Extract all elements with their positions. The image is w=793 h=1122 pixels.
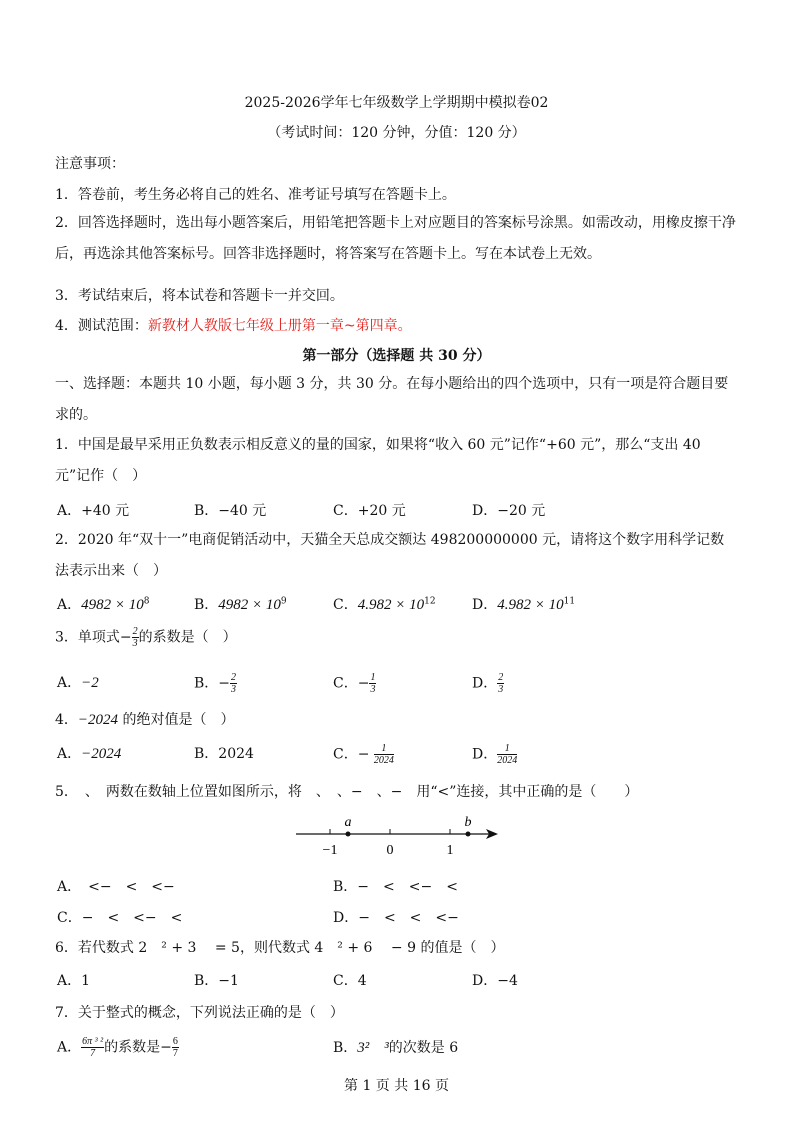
axis-point — [346, 832, 351, 837]
option-value: −2024 — [81, 746, 122, 762]
page-title: 2025-2026学年七年级数学上学期期中模拟卷02 — [244, 95, 549, 111]
q1-text: 1．中国是最早采用正负数表示相反意义的量的国家，如果将“收入 60 元”记作“+60 元”，那么“支出 40 元”记作（ ） — [55, 437, 701, 484]
option-value: 4.982 × 10 — [357, 597, 425, 613]
fraction — [369, 672, 376, 695]
option-label: C． — [333, 597, 358, 613]
q4-value: −2024 — [77, 712, 119, 728]
denominator: 3 — [370, 684, 376, 695]
option-value: 2024 — [218, 746, 254, 762]
axis-point-label: b — [464, 815, 472, 830]
numerator: 1 — [370, 672, 376, 683]
q5-option-a[interactable]: A． <− < <− — [57, 879, 175, 895]
q3-option-c[interactable] — [333, 672, 376, 695]
exponent: 12 — [424, 596, 436, 607]
q5-text: 5． 、 两数在数轴上位置如图所示，将 、 、− 、− 用“<”连接，其中正确的是（ ） — [55, 784, 639, 800]
option-label: D． — [472, 597, 498, 613]
minus-sign: − — [218, 675, 231, 692]
q1-option-a[interactable]: A．+40 元 — [57, 503, 130, 519]
q2-option-a[interactable] — [57, 594, 149, 614]
numerator: 2 — [498, 672, 504, 683]
numerator: 6π ³ ² — [82, 1036, 104, 1047]
option-value: 3² ³ — [357, 1040, 389, 1056]
denominator: 3 — [498, 684, 504, 695]
option-label: D． — [472, 746, 498, 763]
option-text: 的次数是 6 — [388, 1040, 459, 1056]
q3-text — [55, 626, 738, 649]
fraction — [374, 743, 394, 766]
fraction — [172, 1036, 179, 1059]
number-line — [290, 812, 510, 860]
q6-option-a[interactable]: A．1 — [57, 973, 91, 989]
q7-option-b[interactable] — [333, 1036, 458, 1057]
option-label: A． — [57, 597, 82, 613]
part1-heading: 第一部分（选择题 共 30 分） — [302, 348, 491, 364]
minus-sign: − — [357, 746, 370, 763]
q6-option-d[interactable]: D．−4 — [472, 973, 518, 989]
numerator: 6 — [172, 1036, 178, 1047]
q2-option-d[interactable] — [472, 594, 575, 614]
axis-point — [466, 832, 471, 837]
q5-option-d[interactable]: D．− < < <− — [333, 910, 459, 926]
page-footer: 第 1 页 共 16 页 — [344, 1078, 449, 1094]
fraction — [81, 1036, 104, 1059]
q7-text: 7．关于整式的概念，下列说法正确的是（ ） — [55, 1005, 344, 1021]
minus-sign: − — [357, 675, 370, 692]
q4-option-a[interactable] — [57, 743, 121, 763]
fraction — [497, 672, 504, 695]
option-label: C． — [333, 746, 358, 763]
q3-option-b[interactable] — [194, 672, 237, 695]
option-value: 4982 × 10 — [218, 597, 281, 613]
option-label: A． — [57, 675, 82, 691]
fraction — [230, 672, 237, 695]
note-4-label: 4．测试范围： — [55, 318, 148, 334]
option-value: 4982 × 10 — [81, 597, 144, 613]
q4-option-c[interactable] — [333, 743, 394, 766]
axis-tick-label: 1 — [446, 843, 454, 858]
denominator: 2024 — [497, 755, 518, 766]
option-label: C． — [333, 675, 358, 692]
option-label: B． — [194, 675, 219, 692]
note-3: 3．考试结束后，将本试卷和答题卡一并交回。 — [55, 288, 344, 304]
q3-suffix: 的系数是（ ） — [138, 629, 237, 646]
denominator: 3 — [132, 638, 138, 649]
q4-text — [55, 709, 738, 729]
option-value: 4.982 × 10 — [497, 597, 564, 613]
notes-heading: 注意事项： — [55, 156, 125, 172]
denominator: 3 — [231, 684, 237, 695]
q2-option-c[interactable] — [333, 594, 436, 614]
option-label: A． — [57, 746, 82, 762]
numerator: 1 — [497, 743, 517, 755]
option-label: B． — [333, 1040, 358, 1056]
q5-option-b[interactable]: B．− < <− < — [333, 879, 458, 895]
q4-option-d[interactable] — [472, 743, 517, 766]
denominator: 7 — [172, 1048, 178, 1059]
note-4-range: 新教材人教版七年级上册第一章~第四章。 — [147, 318, 412, 334]
q1-option-b[interactable]: B．−40 元 — [194, 503, 267, 519]
q6-text: 6．若代数式 2 ² + 3 = 5，则代数式 4 ² + 6 − 9 的值是（ ） — [55, 940, 505, 956]
option-label: A． — [57, 1039, 82, 1056]
axis-tick-label: −1 — [322, 843, 338, 858]
denominator: 7 — [90, 1048, 96, 1059]
q1-option-d[interactable]: D．−20 元 — [472, 503, 546, 519]
q4-option-b[interactable] — [194, 743, 254, 763]
axis-point-label: a — [344, 815, 352, 830]
exponent: 8 — [143, 596, 150, 607]
q3-prefix: 3．单项式− — [55, 629, 132, 646]
q4-suffix: 的绝对值是（ ） — [118, 712, 235, 728]
q2-text: 2．2020 年“双十一”电商促销活动中，天猫全天总成交额达 498200000000 元，请将这个数字用科学记数法表示出来（ ） — [55, 532, 725, 579]
note-4 — [55, 315, 738, 335]
note-2: 2．回答选择题时，选出每小题答案后，用铅笔把答题卡上对应题目的答案标号涂黑。如需改动，用橡皮擦干净后，再选涂其他答案标号。回答非选择题时，将答案写在答题卡上。写在本试卷上无效。 — [55, 215, 736, 262]
q1-option-c[interactable]: C．+20 元 — [333, 503, 406, 519]
note-1: 1．答卷前，考生务必将自己的姓名、准考证号填写在答题卡上。 — [55, 187, 456, 203]
option-value: −2 — [81, 675, 99, 691]
exponent: 9 — [280, 596, 287, 607]
option-label: B． — [194, 746, 219, 762]
section1-intro: 一、选择题：本题共 10 小题，每小题 3 分，共 30 分。在每小题给出的四个选项中，只有一项是符合题目要求的。 — [55, 376, 729, 423]
q4-prefix: 4． — [55, 712, 78, 728]
fraction — [497, 743, 517, 766]
q6-option-c[interactable]: C．4 — [333, 973, 367, 989]
option-label: B． — [194, 597, 219, 613]
page-subtitle: （考试时间：120 分钟，分值：120 分） — [267, 125, 526, 141]
q6-option-b[interactable]: B．−1 — [194, 973, 239, 989]
numerator: 1 — [374, 743, 394, 755]
q7-option-a[interactable] — [57, 1036, 179, 1059]
option-label: D． — [472, 675, 498, 692]
exponent: 11 — [563, 596, 576, 607]
fraction — [132, 626, 139, 649]
axis-tick-label: 0 — [386, 843, 394, 858]
numerator: 2 — [231, 672, 237, 683]
q2-option-b[interactable] — [194, 594, 287, 614]
q5-option-c[interactable]: C．− < <− < — [57, 910, 183, 926]
q3-option-a[interactable] — [57, 672, 99, 692]
q3-option-d[interactable] — [472, 672, 504, 695]
numerator: 2 — [132, 626, 138, 637]
option-text: 的系数是− — [104, 1039, 172, 1056]
denominator: 2024 — [373, 755, 394, 766]
